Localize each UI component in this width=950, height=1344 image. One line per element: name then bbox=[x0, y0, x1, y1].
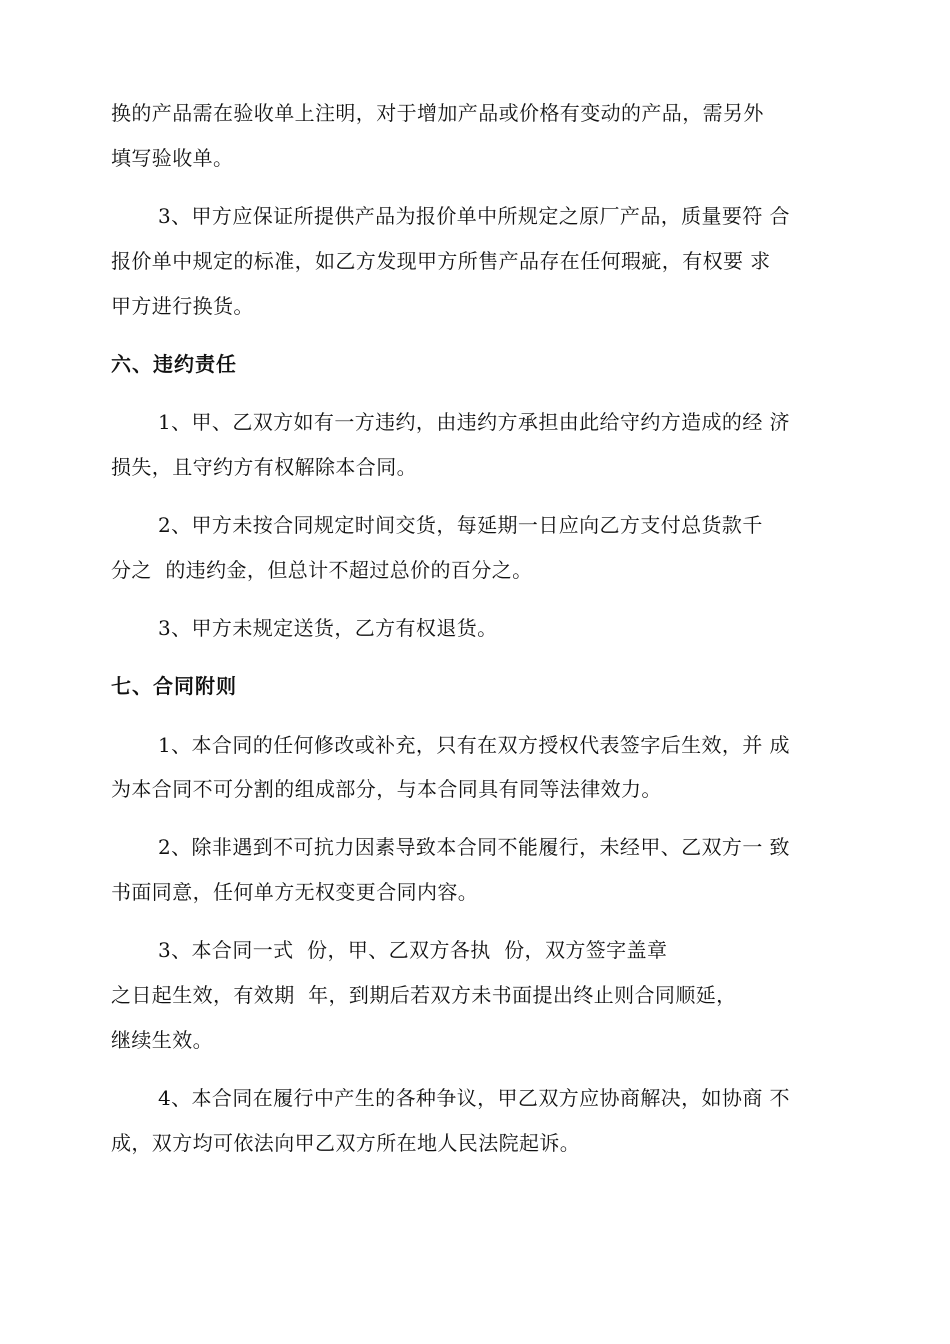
section-7-item-2-line: 2、除非遇到不可抗力因素导致本合同不能履行，未经甲、乙双方一 致 bbox=[158, 835, 790, 859]
clause-3-line: 3、甲方应保证所提供产品为报价单中所规定之原厂产品，质量要符 合 bbox=[158, 204, 790, 228]
section-7-item-3-line: 3、本合同一式 份，甲、乙双方各执 份，双方签字盖章 bbox=[158, 938, 668, 962]
paragraph-line: 换的产品需在验收单上注明，对于增加产品或价格有变动的产品，需另外 bbox=[111, 101, 764, 125]
section-heading: 六、违约责任 bbox=[111, 352, 237, 376]
section-7-item-3-line: 之日起生效，有效期 年，到期后若双方未书面提出终止则合同顺延， bbox=[111, 983, 737, 1007]
section-6-item-2-line: 2、甲方未按合同规定时间交货，每延期一日应向乙方支付总货款千 bbox=[158, 513, 763, 537]
section-7-item-1-line: 为本合同不可分割的组成部分，与本合同具有同等法律效力。 bbox=[111, 777, 662, 801]
clause-3-line: 报价单中规定的标准，如乙方发现甲方所售产品存在任何瑕疵，有权要 求 bbox=[111, 249, 771, 273]
section-6-item-2-line: 分之 的违约金，但总计不超过总价的百分之。 bbox=[111, 558, 533, 582]
section-7-item-4-line: 4、本合同在履行中产生的各种争议，甲乙双方应协商解决，如协商 不 bbox=[158, 1086, 790, 1110]
section-6-item-3-line: 3、甲方未规定送货，乙方有权退货。 bbox=[158, 616, 498, 640]
section-6-item-1-line: 损失，且守约方有权解除本合同。 bbox=[111, 455, 417, 479]
section-7-item-1-line: 1、本合同的任何修改或补充，只有在双方授权代表签字后生效，并 成 bbox=[158, 733, 790, 757]
section-7-item-3-line: 继续生效。 bbox=[111, 1028, 213, 1052]
section-7-item-2-line: 书面同意，任何单方无权变更合同内容。 bbox=[111, 880, 479, 904]
section-heading: 七、合同附则 bbox=[111, 674, 237, 698]
paragraph-line: 填写验收单。 bbox=[111, 146, 234, 170]
section-7-item-4-line: 成，双方均可依法向甲乙双方所在地人民法院起诉。 bbox=[111, 1131, 581, 1155]
clause-3-line: 甲方进行换货。 bbox=[111, 294, 254, 318]
section-6-item-1-line: 1、甲、乙双方如有一方违约，由违约方承担由此给守约方造成的经 济 bbox=[158, 410, 790, 434]
